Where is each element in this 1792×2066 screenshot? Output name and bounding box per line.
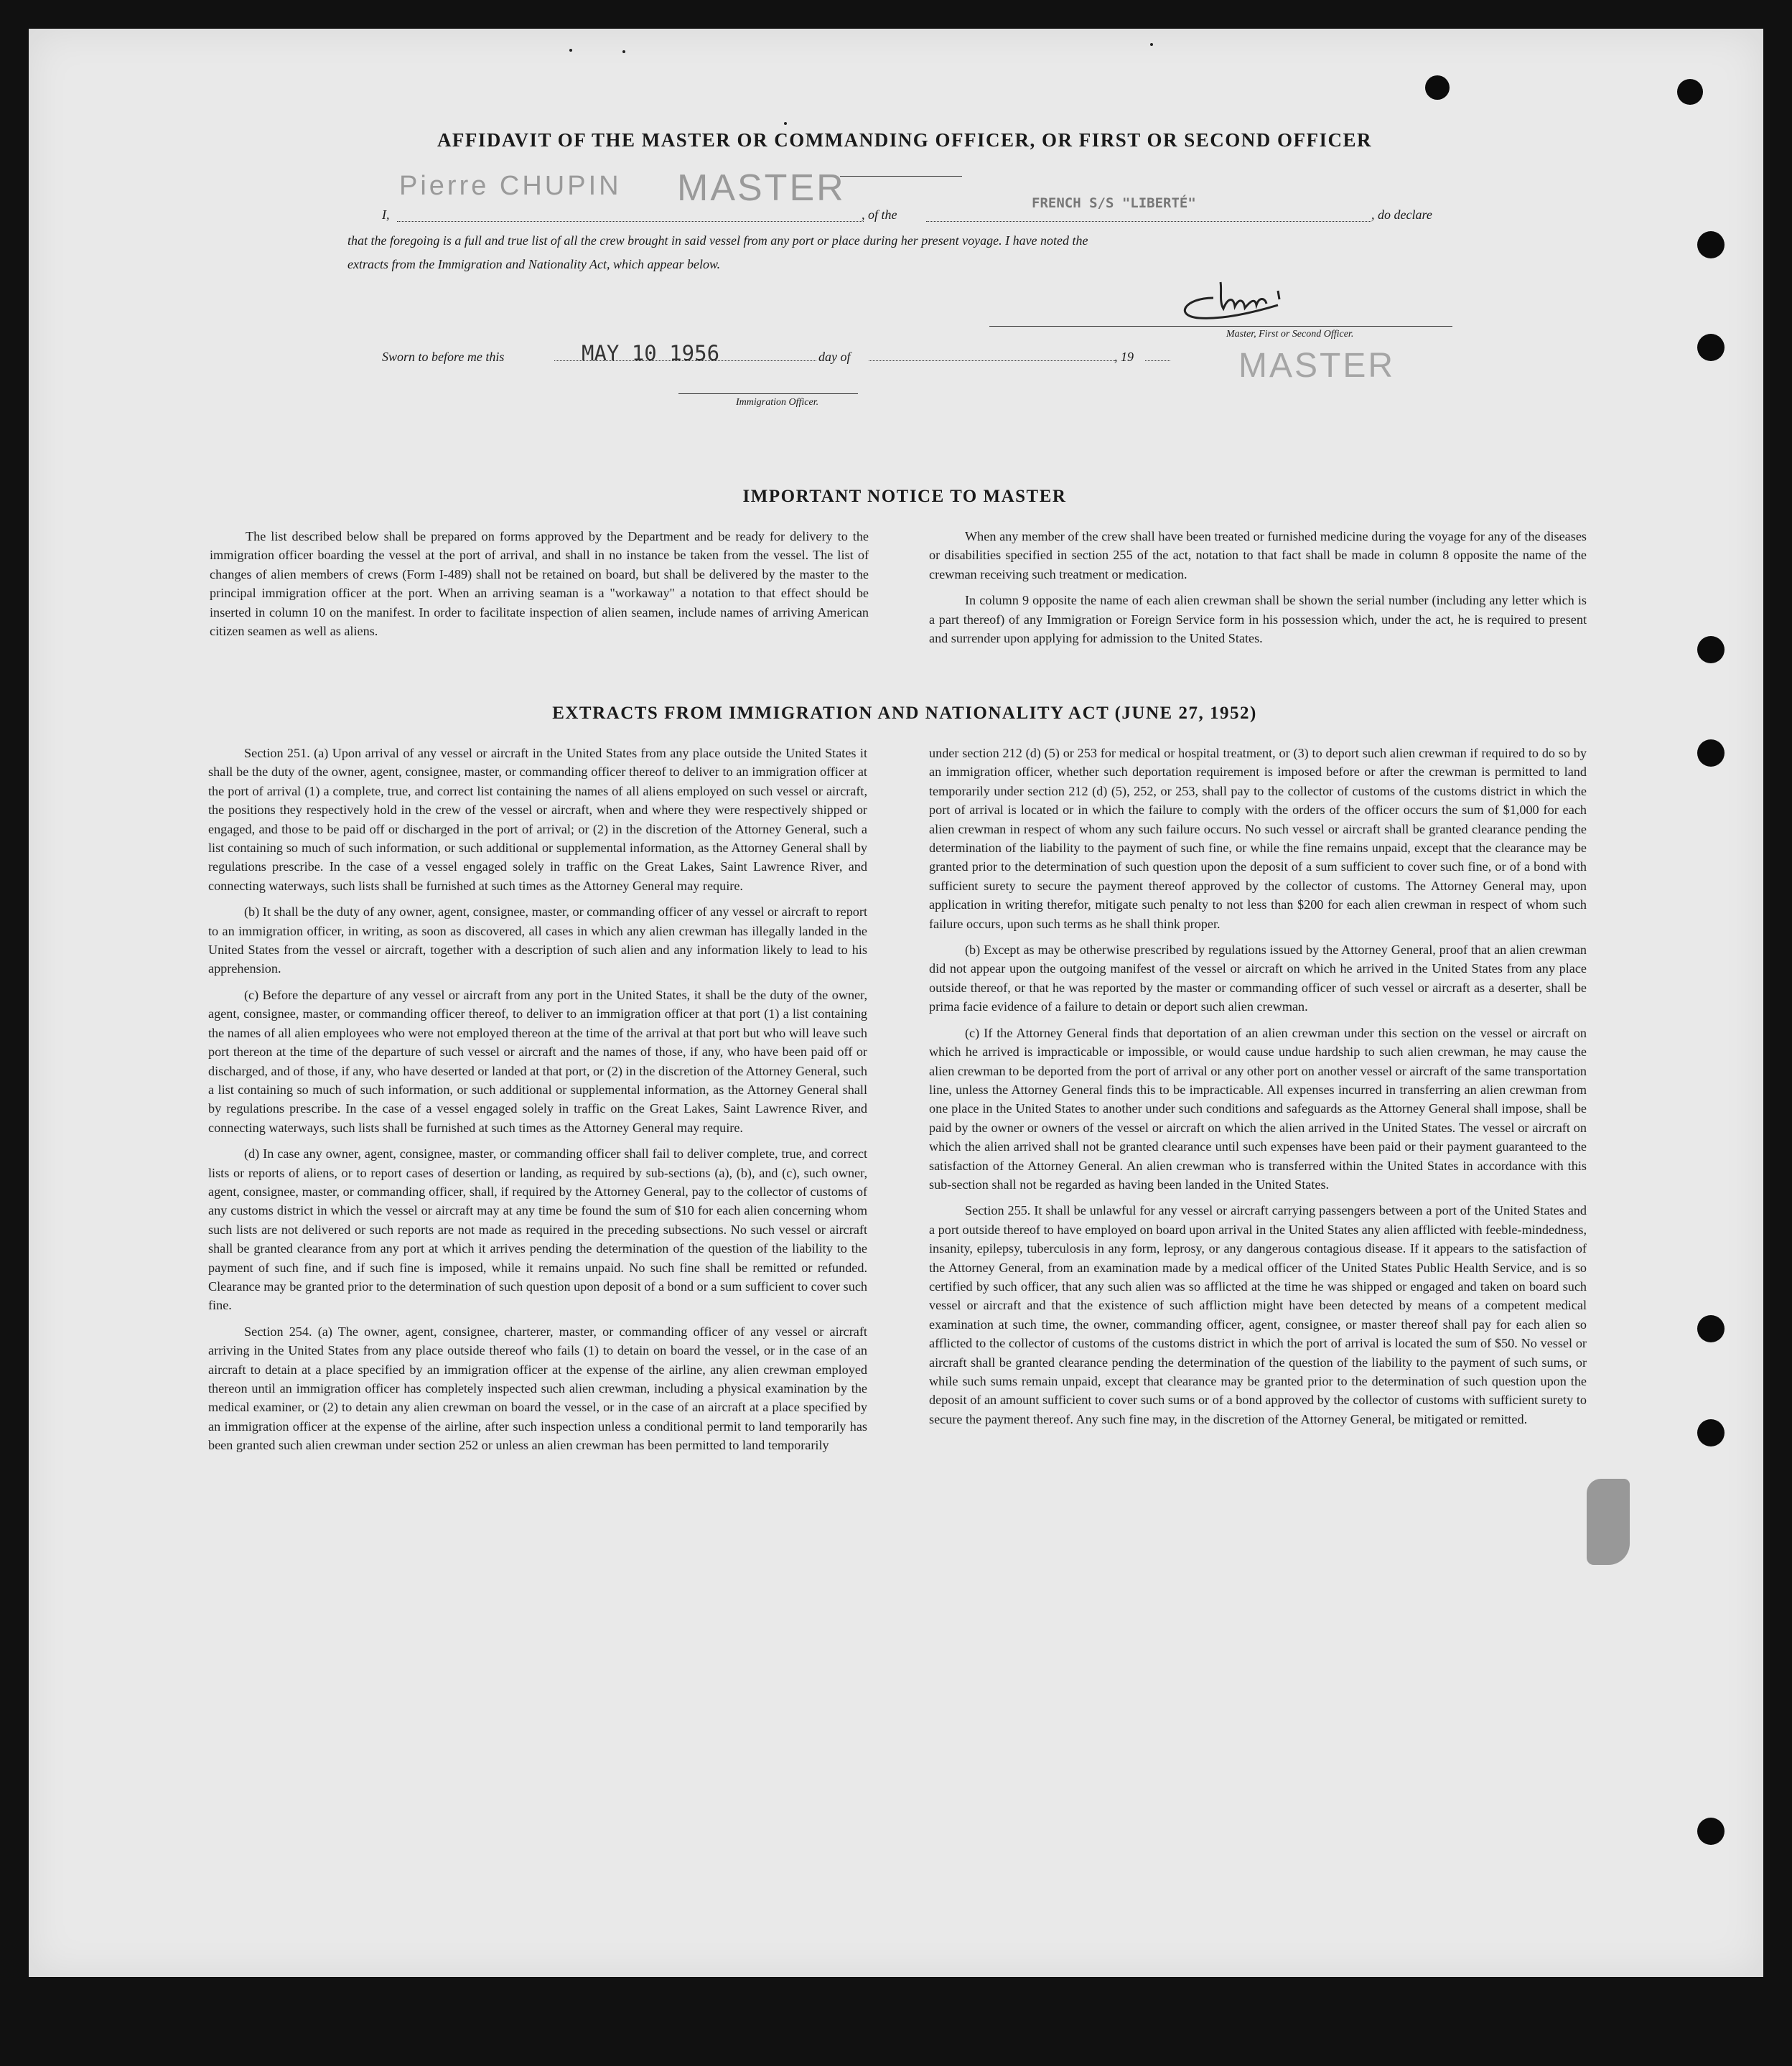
day-of-label: day of — [818, 350, 851, 364]
notice-right-column — [929, 527, 1587, 655]
notice-left-column — [210, 527, 869, 648]
notice-right-paragraph-2: In column 9 opposite the name of each alien crewman shall be shown the serial number (including any letter which is a part thereof) of any Immigration or Foreign Service form in his possession which, under the act, he is required to present and surrender upon applying for admission to the United States. — [929, 593, 1587, 646]
i-label: I, — [382, 207, 390, 222]
punch-hole — [1425, 75, 1450, 100]
handwritten-name: Pierre CHUPIN — [399, 171, 622, 201]
declaration-line-2: extracts from the Immigration and Nationality Act, which appear below. — [347, 257, 721, 271]
speck — [1150, 43, 1153, 46]
paper-damage — [1587, 1479, 1630, 1565]
officer-caption: Immigration Officer. — [736, 397, 819, 408]
signature-line — [989, 326, 1452, 327]
speck — [569, 49, 572, 52]
year-line — [1145, 360, 1170, 361]
punch-hole — [1697, 334, 1725, 361]
section-254a: Section 254. (a) The owner, agent, consignee, charterer, master, or commanding officer of any vessel or aircraft arriving in the United States from any place outside thereof who fails (1) to detain on board the vessel, or in the case of an aircraft to detain at a place specified by an immigration officer at the expense of the airline, any alien crewman employed thereon until an immigration officer has completely inspected such alien crewman, including a physical examination by the medical examiner, or (2) to detain any alien crewman on board the vessel, or in the case of an aircraft at a place specified by an immigration officer at the expense of the airline, after such inspection unless a conditional permit to land temporarily has been granted such alien crewman under section 252 or unless an alien crewman has been permitted to land temporarily — [208, 1324, 867, 1453]
declaration-line-1: that the foregoing is a full and true list of all the crew brought in said vessel from any port or place during her present voyage. I have noted the — [347, 233, 1088, 248]
extracts-heading: EXTRACTS FROM IMMIGRATION AND NATIONALITY ACT (JUNE 27, 1952) — [552, 704, 1257, 723]
section-251d: (d) In case any owner, agent, consignee, master, or commanding officer shall fail to deliver complete, true, and correct lists or reports of aliens, or to report cases of desertion or landing, as required by sub-sections (a), (b), and (c), such owner, agent, consignee, master, or commanding officer, shall, if required by the Attorney General, pay to the collector of customs of any customs district in which the vessel or aircraft may at any time be found the sum of $10 for each alien concerning whom such lists are not delivered or such reports are not made as required in the preceding subsections. No such vessel or aircraft shall be granted clearance from any port at which it arrives pending the determination of the question of the liability to the payment of such fine, and if such fine is imposed, while it remains unpaid. No such fine shall be remitted or refunded. Clearance may be granted prior to the determination of such question upon deposit of a bond or a sum sufficient to cover such fine. — [208, 1146, 867, 1313]
section-254b: (b) Except as may be otherwise prescribed by regulations issued by the Attorney General, proof that an alien crewman did not appear upon the outgoing manifest of the vessel or aircraft on which he arrived in the United States from any place outside thereof, or that he was reported by the master or commanding officer of such vessel or aircraft as a deserter, shall be prima facie evidence of a failure to detain or deport such alien crewman. — [929, 943, 1587, 1014]
punch-hole — [1697, 1315, 1725, 1342]
section-254a-continued: under section 212 (d) (5) or 253 for medical or hospital treatment, or (3) to deport such alien crewman if required to do so by an immigration officer, whether such deportation requirement is imposed before or after the crewman is permitted to land temporarily under section 212 (d) (5), 252, or 253, shall pay to the collector of customs of the customs district in which the port of arrival is located or in which the failure to comply with the orders of the officer occurs the sum of $1,000 for each alien crewman in respect of whom any such failure occurs. No such vessel or aircraft shall be granted clearance pending the determination of the liability to the payment of such fine, or while the fine remains unpaid, except that the clearance may be granted prior to the determination of such question upon the deposit of a sum sufficient to cover such fine, or of a bond with sufficient surety to secure the payment thereof approved by the collector of customs. The Attorney General may, upon application in writing therefor, mitigate such penalty to not less than $200 for each alien crewman in respect of whom such failure occurs, upon such terms as he shall think proper. — [929, 746, 1587, 931]
section-251c: (c) Before the departure of any vessel or aircraft from any port in the United States, it shall be the duty of the owner, agent, consignee, master, or commanding officer thereof, to deliver to an immigration officer at that port (1) a list containing the names of all alien employees who were not employed thereon at the time of the arrival at that port but who will leave such port thereon at the time of the departure of such vessel or aircraft and the names of those, if any, who have been paid off or discharged, and of those, if any, who have deserted or landed at that port, or (2) in the discretion of the Attorney General, such a list containing so much of such information, or such additional or supplemental information, as the Attorney General shall by regulations prescribe. In the case of a vessel engaged solely in traffic on the Great Lakes, Saint Lawrence River, and connecting waterways, such lists shall be furnished at such times as the Attorney General may require. — [208, 987, 867, 1135]
officer-line — [678, 393, 858, 394]
sworn-label: Sworn to before me this — [382, 350, 505, 364]
section-251a: Section 251. (a) Upon arrival of any vessel or aircraft in the United States from any place outside the United States it shall be the duty of the owner, agent, consignee, master, or commanding officer thereof to deliver to an immigration officer at the port of arrival (1) a complete, true, and correct list containing the names of all aliens employed on such vessel or aircraft, the positions they respectively hold in the crew of the vessel or aircraft, when and where they were respectively shipped or engaged, and those to be paid off or discharged in the port of arrival; or (2) in the discretion of the Attorney General, such a list containing so much of such information, or such additional or supplemental information, as the Attorney General shall by regulations prescribe. In the case of a vessel engaged solely in traffic on the Great Lakes, Saint Lawrence River, and connecting waterways, such lists shall be furnished at such times as the Attorney General may require. — [208, 746, 867, 893]
signature-caption: Master, First or Second Officer. — [1226, 329, 1354, 340]
vessel-name: FRENCH S/S "LIBERTÉ" — [1032, 195, 1196, 211]
notice-heading: IMPORTANT NOTICE TO MASTER — [742, 487, 1067, 506]
master-signature — [1170, 276, 1314, 334]
section-254c: (c) If the Attorney General finds that deportation of an alien crewman under this section on the vessel or aircraft on which he arrived is impracticable or impossible, or would cause undue hardship to such alien crewman, he may cause the alien crewman to be deported from the port of arrival or any other port on another vessel or aircraft of the same transportation line, unless the Attorney General finds this to be impracticable. All expenses incurred in transferring an alien crewman from one place in the United States to another under such conditions and safeguards as the Attorney General shall impose, shall be paid by the owner or owners of the vessel or aircraft on which the alien arrived in the United States. The vessel or aircraft on which the alien arrived shall not be granted clearance until such expenses have been paid or their payment guaranteed to the satisfaction of the Attorney General. An alien crewman who is transferred within the United States in accordance with this sub-section shall not be regarded as having been landed in the United States. — [929, 1025, 1587, 1192]
section-251b: (b) It shall be the duty of any owner, agent, consignee, master, or commanding officer of any vessel or aircraft to report to an immigration officer, in writing, as soon as discovered, all cases in which any alien crewman has illegally landed in the United States from the vessel or aircraft, together with a description of such alien and any information likely to lead to his apprehension. — [208, 905, 867, 976]
section-255: Section 255. It shall be unlawful for any vessel or aircraft carrying passengers between a port of the United States and a port outside thereof to have employed on board upon arrival in the United States any alien afflicted with feeble-mindedness, insanity, epilepsy, tuberculosis in any form, leprosy, or any dangerous contagious disease. If it appears to the satisfaction of the Attorney General, from an examination made by a medical officer of the United States Public Health Service, and is so certified by such officer, that any such alien was so afflicted at the time he was shipped or engaged and taken on board such vessel or aircraft and that the existence of such affliction might have been detected by means of a competent medical examination at such time, the owner, commanding officer, agent, consignee, or master thereof shall pay for each alien so afflicted to the collector of customs of the customs district in which the port of arrival is located the sum of $50. No vessel or aircraft shall be granted clearance pending the determination of the question of the liability to the payment of such sums, or while such sums remain unpaid, except that clearance may be granted prior to the determination of such question upon the deposit of an amount sufficient to cover such sums or of a bond approved by the collector of customs with sufficient surety to secure the payment thereof. Any such fine may, in the discretion of the Attorney General, be mitigated or remitted. — [929, 1203, 1587, 1426]
year-label: , 19 — [1114, 350, 1134, 364]
sworn-date: MAY 10 1956 — [582, 341, 720, 365]
of-the-label: , of the — [862, 207, 897, 222]
notice-right-paragraph-1: When any member of the crew shall have been treated or furnished medicine during the voyage for any of the diseases or disabilities specified in section 255 of the act, notation to that fact shall be made in column 8 opposite the name of the crewman receiving such treatment or medication. — [929, 529, 1587, 581]
vessel-line — [926, 221, 1371, 222]
notice-left-paragraph: The list described below shall be prepared on forms approved by the Department and be ready for delivery to the immigration officer boarding the vessel at the port of arrival, and shall in no instance be taken from the vessel. The list of changes of alien members of crews (Form I-489) shall not be retained on board, but shall be delivered by the master to the principal immigration officer at the port. When an arriving seaman is a "workaway" a notation to that effect should be inserted in column 10 on the manifest. In order to facilitate inspection of alien seamen, include names of arriving American citizen seamen as well as aliens. — [210, 529, 869, 639]
affidavit-title: AFFIDAVIT OF THE MASTER OR COMMANDING OFFICER, OR FIRST OR SECOND OFFICER — [437, 129, 1373, 151]
punch-hole — [1697, 1419, 1725, 1446]
master-stamp: MASTER — [677, 167, 846, 209]
master-stamp-2: MASTER — [1238, 347, 1396, 385]
name-line — [397, 221, 864, 222]
punch-hole — [1677, 79, 1703, 105]
extracts-right-column — [929, 744, 1587, 1436]
extracts-left-column — [208, 744, 867, 1462]
sworn-date-line — [554, 360, 816, 361]
do-declare-label: , do declare — [1371, 207, 1432, 222]
speck — [622, 50, 625, 53]
speck — [784, 122, 787, 125]
punch-hole — [1697, 231, 1725, 258]
name-underline-top — [840, 176, 962, 177]
punch-hole — [1697, 1818, 1725, 1845]
day-of-line — [869, 360, 1116, 361]
punch-hole — [1697, 636, 1725, 663]
punch-hole — [1697, 739, 1725, 767]
